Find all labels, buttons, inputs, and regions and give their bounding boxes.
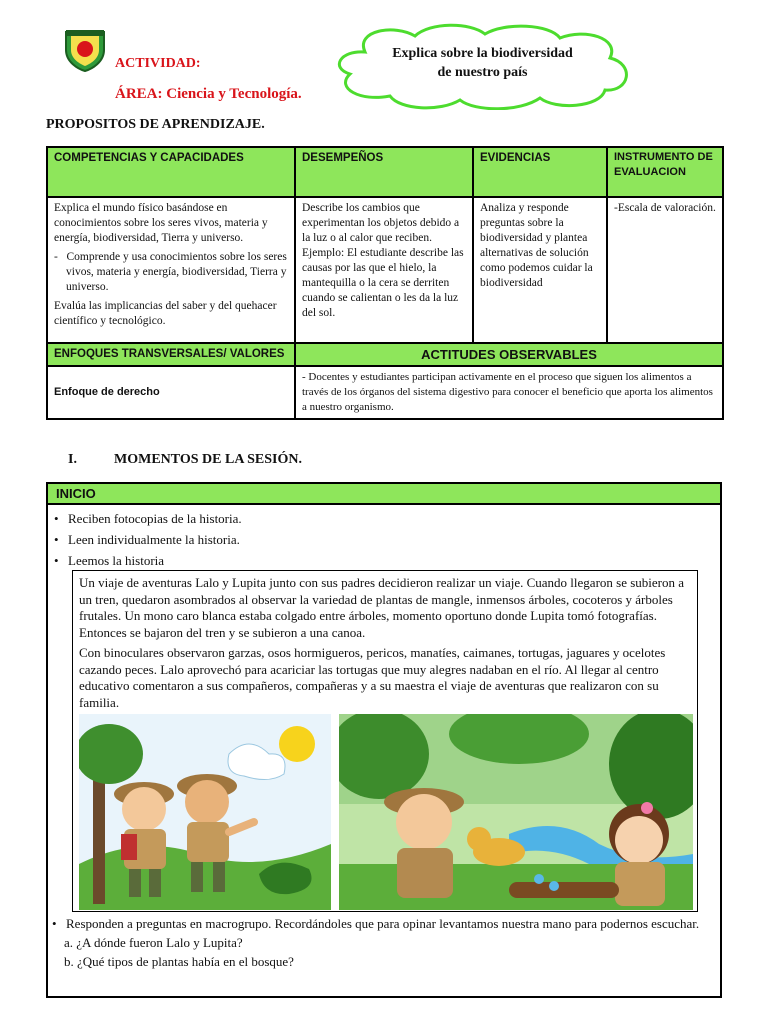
list-item xyxy=(54,550,242,571)
header-evidencias: EVIDENCIAS xyxy=(473,147,607,197)
jungle-scene-illustration xyxy=(339,714,693,910)
header-actitudes: ACTITUDES OBSERVABLES xyxy=(295,343,723,366)
enfoques-header-row xyxy=(47,343,723,366)
list-item xyxy=(52,914,716,933)
story-paragraph-2: Con binoculares observaron garzas, osos hormigueros, pericos, manatíes, caimanes, tortugas, jaguares y ocelotes cazando peces. Lalo aprovechó para acariciar las tortugas que muy alegres nadaban en el río. Al llegar al centro educativo comentaron a sus compañeros, compañeras y a su maestra el viaje de aventuras que realizaron con su familia. xyxy=(79,645,666,710)
activity-title xyxy=(325,44,640,82)
bullet-text: Reciben fotocopias de la historia. xyxy=(68,511,242,526)
cell-competencias xyxy=(47,197,295,343)
inicio-bullet-list xyxy=(54,508,242,571)
moments-number: I. xyxy=(68,452,77,467)
list-item xyxy=(54,529,242,550)
competencia-capacidad: - Comprende y usa conocimientos sobre los seres vivos, materia y energía, biodiversidad, Tierra y universo. xyxy=(54,251,287,293)
cell-actitud: - Docentes y estudiantes participan activamente en el proceso que siguen los alimentos a través de los órganos del sistema digestivo para conocer el beneficio que aporta los alimentos a nuestro organismo. xyxy=(295,366,723,419)
enfoques-body-row xyxy=(47,366,723,419)
purposes-title: PROPOSITOS DE APRENDIZAJE. xyxy=(46,117,265,132)
cell-instrumento: -Escala de valoración. xyxy=(607,197,723,343)
story-text xyxy=(79,575,693,711)
bullet-text: Leen individualmente la historia. xyxy=(68,532,240,547)
activity-title-line1: Explica sobre la biodiversidad xyxy=(392,46,573,61)
question-a: a. ¿A dónde fueron Lalo y Lupita? xyxy=(64,935,243,950)
cell-enfoque xyxy=(47,366,295,419)
after-story-section xyxy=(52,914,716,971)
table-header-row xyxy=(47,147,723,197)
header-competencias: COMPETENCIAS Y CAPACIDADES xyxy=(47,147,295,197)
activity-label: ACTIVIDAD: xyxy=(115,56,201,71)
area-label: ÁREA: Ciencia y Tecnología. xyxy=(115,86,302,102)
bullet-text: Responden a preguntas en macrogrupo. Recordándoles que para opinar levantamos nuestra mano para podernos escuchar. xyxy=(66,916,700,931)
enfoque-text: Enfoque de derecho xyxy=(54,386,160,398)
bullet-text: Leemos la historia xyxy=(68,553,165,568)
explorer-kids-illustration xyxy=(79,714,331,910)
competencia-extra: Evalúa las implicancias del saber y del quehacer científico y tecnológico. xyxy=(54,300,277,327)
cell-desempenos: Describe los cambios que experimentan los objetos debido a la luz o al calor que reciben. Ejemplo: El estudiante describe las causas por las que el hielo, la mantequilla o la cera se derriten cuando se calientan o les da la luz del sol. xyxy=(295,197,473,343)
header-enfoques: ENFOQUES TRANSVERSALES/ VALORES xyxy=(47,343,295,366)
moments-heading xyxy=(68,452,302,468)
inicio-header: INICIO xyxy=(48,484,720,505)
learning-purposes-table xyxy=(46,146,724,420)
activity-title-line2: de nuestro país xyxy=(437,65,528,80)
header-desempenos: DESEMPEÑOS xyxy=(295,147,473,197)
competencia-main: Explica el mundo físico basándose en conocimientos sobre los seres vivos, materia y energía, biodiversidad, Tierra y universo. xyxy=(54,202,268,244)
moments-title: MOMENTOS DE LA SESIÓN. xyxy=(114,452,303,467)
table-body-row xyxy=(47,197,723,343)
school-crest-logo xyxy=(62,26,108,72)
competencia-capacidad-text: Comprende y usa conocimientos sobre los seres vivos, materia y energía, biodiversidad, Tierra y universo. xyxy=(66,251,287,293)
header-instrumento: INSTRUMENTO DE EVALUACION xyxy=(607,147,723,197)
question-b: b. ¿Qué tipos de plantas había en el bosque? xyxy=(64,954,294,969)
story-paragraph-1: Un viaje de aventuras Lalo y Lupita junto con sus padres decidieron realizar un viaje. Cuando llegaron se subieron a un tren, quedaron asombrados al observar la variedad de plantas de mangle, inmensos árboles, cocoteros y árboles frutales. Un mono caro blanca estaba colgado entre árboles, momento oportuno donde Lupita tomó fotografías. Entonces se bajaron del tren y se subieron a una canoa. xyxy=(79,575,685,640)
cell-evidencias: Analiza y responde preguntas sobre la biodiversidad y plantea alternativas de solución como podemos cuidar la biodiversidad xyxy=(473,197,607,343)
story-box xyxy=(72,570,698,912)
list-item xyxy=(54,508,242,529)
